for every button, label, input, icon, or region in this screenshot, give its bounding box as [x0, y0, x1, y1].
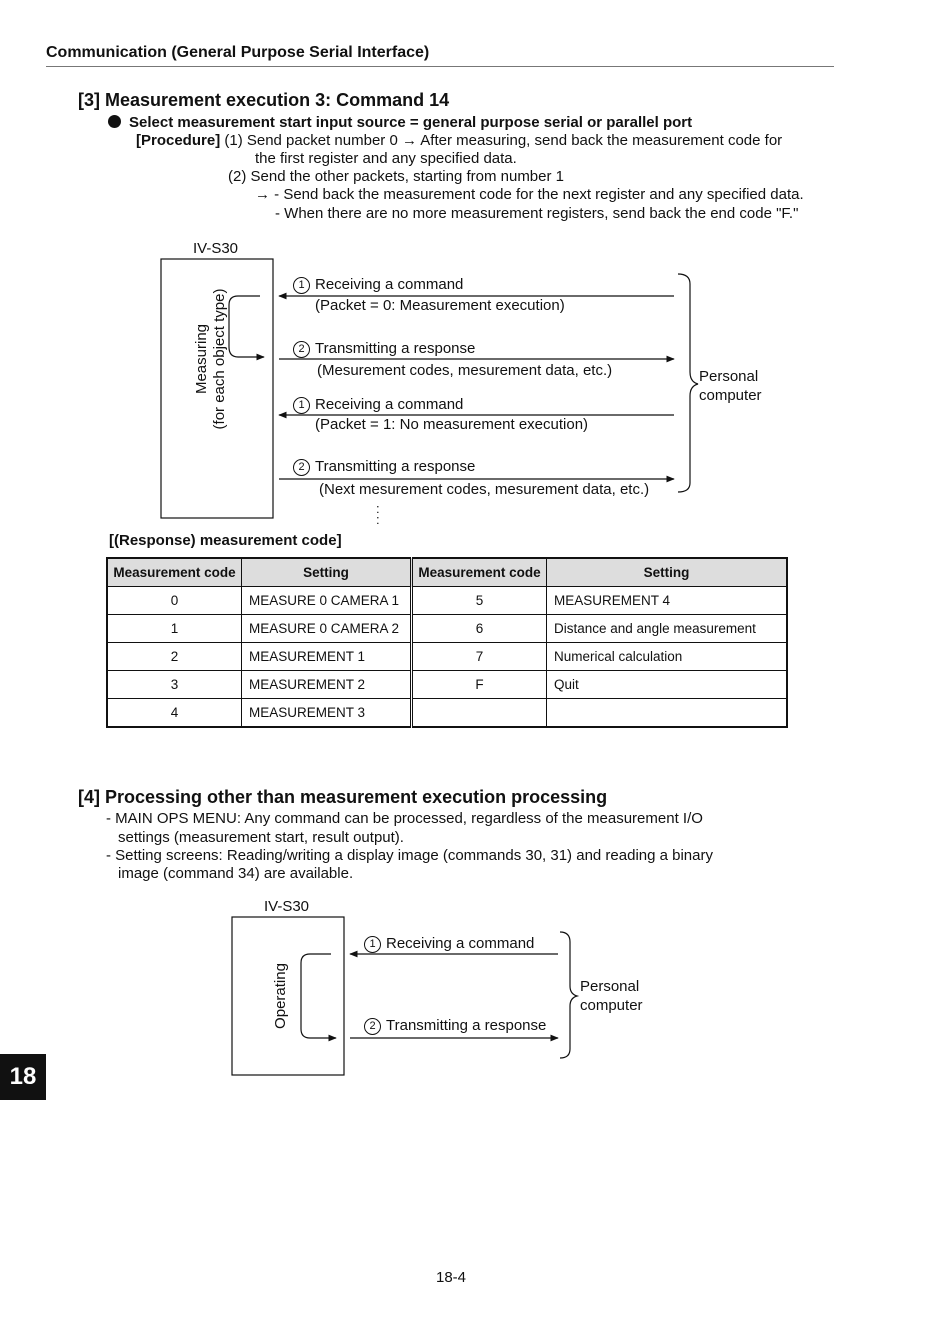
table-cell: MEASURE 0 CAMERA 2 [242, 615, 412, 643]
device-label-1: IV-S30 [193, 240, 239, 257]
procedure-step-2: (2) Send the other packets, starting from number 1 [228, 168, 564, 185]
d2-message-1-text: Receiving a command [386, 935, 535, 952]
page-number: 18-4 [436, 1269, 467, 1286]
pc-label-1 [699, 367, 762, 405]
table-caption: [(Response) measurement code] [109, 532, 342, 549]
message-4-sub: (Next mesurement codes, mesurement data, etc.) [319, 481, 650, 498]
message-4-text: Transmitting a response [315, 458, 476, 475]
table-cell: MEASUREMENT 4 [547, 587, 788, 615]
pc-label-2 [580, 977, 643, 1015]
operating-loop-bracket [301, 954, 336, 1038]
section-4-line-1: - MAIN OPS MENU: Any command can be processed, regardless of the measurement I/O [106, 810, 703, 827]
table-cell: 0 [107, 587, 242, 615]
table-cell: Numerical calculation [547, 643, 788, 671]
step-number-icon: 1 [293, 277, 310, 294]
continuation-ellipsis: : : [376, 501, 380, 527]
table-cell: 2 [107, 643, 242, 671]
pc-brace-1 [678, 274, 698, 492]
pc-label-line-1: Personal [699, 368, 759, 385]
message-3-text: Receiving a command [315, 396, 464, 413]
step-1-continued: the first register and any specified data. [255, 150, 517, 167]
step-2-detail-a: → - Send back the measurement code for the next register and any specified data. [255, 186, 804, 203]
table-cell: F [412, 671, 547, 699]
message-1 [293, 276, 463, 294]
chapter-tab: 18 [0, 1054, 46, 1100]
message-2-text: Transmitting a response [315, 340, 476, 357]
side-label-line-1: Measuring [193, 323, 210, 395]
step-1-text: (1) Send packet number 0 → After measuring, send back the measurement code for [224, 132, 783, 149]
pc-label-line-2: computer [699, 387, 762, 404]
message-3-sub: (Packet = 1: No measurement execution) [315, 416, 589, 433]
table-cell: MEASURE 0 CAMERA 1 [242, 587, 412, 615]
device-label-2: IV-S30 [264, 898, 310, 915]
section-3-heading: [3] Measurement execution 3: Command 14 [78, 90, 450, 110]
d2-message-2 [364, 1017, 546, 1035]
step-number-icon: 1 [293, 397, 310, 414]
table-cell: 5 [412, 587, 547, 615]
step-number-icon: 2 [293, 341, 310, 358]
table-cell: 3 [107, 671, 242, 699]
section-4-heading: [4] Processing other than measurement execution processing [78, 787, 608, 807]
d2-message-2-text: Transmitting a response [386, 1017, 547, 1034]
message-1-sub: (Packet = 0: Measurement execution) [315, 297, 565, 314]
bullet-text: Select measurement start input source = general purpose serial or parallel port [129, 114, 693, 131]
message-1-text: Receiving a command [315, 276, 464, 293]
table-header-row [107, 558, 787, 587]
table-row [107, 671, 787, 699]
table-cell: MEASUREMENT 2 [242, 671, 412, 699]
table-cell [547, 699, 788, 728]
message-3 [293, 396, 463, 414]
table-row [107, 587, 787, 615]
table-cell: Quit [547, 671, 788, 699]
column-header: Measurement code [107, 558, 242, 587]
pc-brace-2 [560, 932, 577, 1058]
operating-side-label: Operating [272, 963, 289, 1029]
measurement-code-table [106, 557, 788, 728]
table-cell: 4 [107, 699, 242, 728]
step-number-icon: 1 [364, 936, 381, 953]
section-4-line-2-cont: image (command 34) are available. [118, 865, 354, 882]
column-header: Setting [242, 558, 412, 587]
pc-label-line-2: computer [580, 997, 643, 1014]
table-cell: 7 [412, 643, 547, 671]
table-cell: 6 [412, 615, 547, 643]
column-header: Measurement code [412, 558, 547, 587]
step-number-icon: 2 [364, 1018, 381, 1035]
step-number-icon: 2 [293, 459, 310, 476]
table-row [107, 699, 787, 728]
message-2 [293, 340, 475, 358]
step-2-detail-b: - When there are no more measurement registers, send back the end code "F." [275, 205, 799, 222]
measuring-side-label [193, 259, 233, 459]
table-cell: Distance and angle measurement [547, 615, 788, 643]
table-row [107, 643, 787, 671]
d2-message-1 [364, 935, 534, 953]
column-header: Setting [547, 558, 788, 587]
measuring-loop-bracket [229, 296, 264, 357]
message-2-sub: (Mesurement codes, mesurement data, etc.) [317, 362, 613, 379]
table-row [107, 615, 787, 643]
table-cell: MEASUREMENT 1 [242, 643, 412, 671]
running-header: Communication (General Purpose Serial Interface) [46, 44, 430, 61]
section-4-line-2: - Setting screens: Reading/writing a display image (commands 30, 31) and reading a binary [106, 847, 713, 864]
procedure-label: [Procedure] [136, 132, 221, 149]
table-cell: MEASUREMENT 3 [242, 699, 412, 728]
section-4-line-1-cont: settings (measurement start, result output). [118, 829, 404, 846]
pc-label-line-1: Personal [580, 978, 640, 995]
message-4 [293, 458, 475, 476]
table-cell [412, 699, 547, 728]
table-cell: 1 [107, 615, 242, 643]
side-label-line-2: (for each object type) [211, 288, 228, 430]
